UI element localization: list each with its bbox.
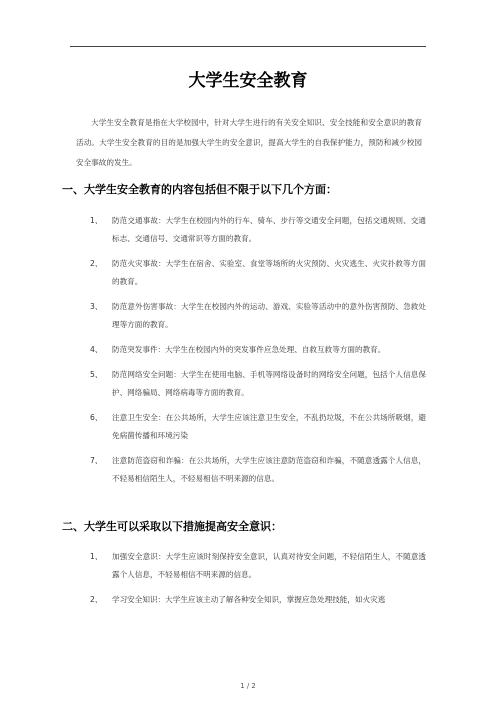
item-text: 加强安全意识：大学生应该时刻保持安全意识，认真对待安全问题，不轻信陌生人，不随意透露个人信息，不轻易相信不明来源的信息。 [112, 552, 426, 579]
item-text: 防范突发事件：大学生在校园内外的突发事件应急处理、自救互救等方面的教育。 [112, 345, 386, 354]
intro-paragraph: 大学生安全教育是指在大学校园中，针对大学生进行的有关安全知识、安全技能和安全意识的教育活动。大学生安全教育的目的是加强大学生的安全意识，提高大学生的自我保护能力，预防和减少校园安全事故的发生。 [76, 118, 422, 167]
item-number: 6、 [90, 413, 103, 422]
item-text: 注意卫生安全：在公共场所，大学生应该注意卫生安全，不乱扔垃圾，不在公共场所吸烟，避免病菌传播和环境污染 [112, 413, 426, 440]
item-text: 注意防范盗窃和诈骗：在公共场所，大学生应该注意防范盗窃和诈骗，不随意透露个人信息，不轻易相信陌生人，不轻易相信不明来源的信息。 [112, 456, 426, 483]
item-number: 1、 [90, 552, 103, 561]
list-item [90, 409, 426, 445]
list-item [90, 548, 426, 584]
section-heading-1: 一、大学生安全教育的内容包括但不限于以下几个方面： [62, 183, 337, 196]
item-number: 2、 [90, 595, 103, 604]
list-item [90, 591, 426, 609]
header-rule [70, 46, 426, 47]
list-item [90, 255, 426, 291]
item-text: 防范火灾事故：大学生在宿舍、实验室、食堂等场所的火灾预防、火灾逃生、火灾扑救等方面的教育。 [112, 259, 426, 286]
list-item [90, 212, 426, 248]
document-title: 大学生安全教育 [188, 71, 308, 91]
item-number: 2、 [90, 259, 103, 268]
item-number: 3、 [90, 302, 103, 311]
item-number: 5、 [90, 370, 103, 379]
section-heading-2: 二、大学生可以采取以下措施提高安全意识： [62, 520, 282, 533]
item-text: 防范交通事故：大学生在校园内外的行车、骑车、步行等交通安全问题，包括交通规则、交通标志、交通信号、交通常识等方面的教育。 [112, 216, 426, 243]
item-text: 防范意外伤害事故：大学生在校园内外的运动、游戏、实验等活动中的意外伤害预防、急救处理等方面的教育。 [112, 302, 426, 329]
list-item [90, 452, 426, 488]
list-item [90, 341, 426, 359]
item-text: 防范网络安全问题：大学生在使用电脑、手机等网络设备时的网络安全问题，包括个人信息保护、网络骗局、网络病毒等方面的教育。 [112, 370, 426, 397]
section-2-list [90, 548, 426, 616]
section-1-list [90, 212, 426, 495]
item-number: 1、 [90, 216, 103, 225]
item-number: 7、 [90, 456, 103, 465]
item-number: 4、 [90, 345, 103, 354]
item-text: 学习安全知识：大学生应该主动了解各种安全知识，掌握应急处理技能，如火灾逃 [112, 595, 386, 604]
page-number: 1 / 2 [240, 682, 256, 690]
list-item [90, 298, 426, 334]
list-item [90, 366, 426, 402]
